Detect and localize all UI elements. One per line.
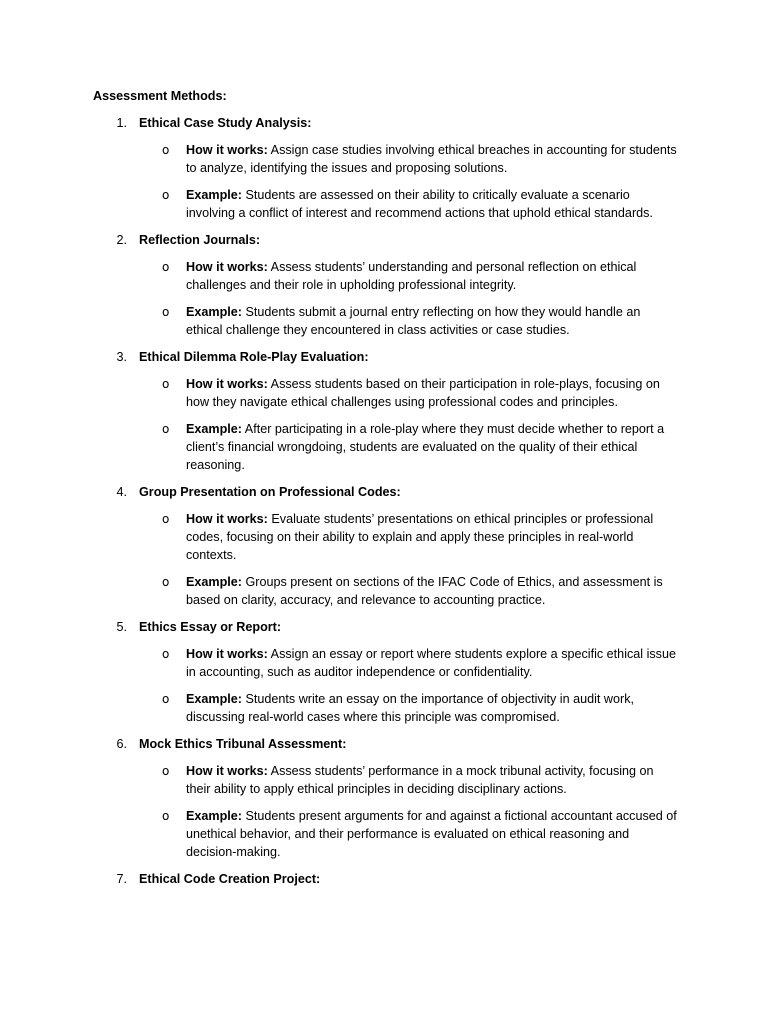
point-label: How it works: <box>186 143 268 157</box>
method-title-row <box>0 348 768 366</box>
bullet-marker: o <box>162 188 170 202</box>
point-label: How it works: <box>186 512 268 526</box>
point-body: Students submit a journal entry reflecting on how they would handle an ethical challenge they encountered in class activities or case studies. <box>186 305 641 337</box>
method-title: Ethical Dilemma Role-Play Evaluation: <box>139 350 369 364</box>
method-point <box>0 645 768 681</box>
method-item <box>0 618 768 726</box>
point-text <box>186 303 678 339</box>
method-title-row <box>0 231 768 249</box>
point-body: Students are assessed on their ability to critically evaluate a scenario involving a conflict of interest and recommend actions that uphold ethical standards. <box>186 188 653 220</box>
point-label: How it works: <box>186 764 268 778</box>
method-title-row <box>0 870 768 888</box>
assessment-methods-list <box>0 114 768 888</box>
method-item <box>0 348 768 474</box>
bullet-marker: o <box>162 260 170 274</box>
point-label: Example: <box>186 692 242 706</box>
method-title: Mock Ethics Tribunal Assessment: <box>139 737 347 751</box>
bullet-marker: o <box>162 422 170 436</box>
point-label: How it works: <box>186 647 268 661</box>
method-item <box>0 231 768 339</box>
point-text <box>186 186 678 222</box>
method-number: 7. <box>116 872 127 886</box>
point-body: Students present arguments for and against a fictional accountant accused of unethical behavior, and their performance is evaluated on ethical reasoning and decision-making. <box>186 809 677 859</box>
bullet-marker: o <box>162 809 170 823</box>
bullet-marker: o <box>162 692 170 706</box>
method-point <box>0 762 768 798</box>
point-text <box>186 375 678 411</box>
point-label: Example: <box>186 575 242 589</box>
method-item <box>0 483 768 609</box>
method-title: Group Presentation on Professional Codes: <box>139 485 401 499</box>
point-label: How it works: <box>186 377 268 391</box>
method-point <box>0 573 768 609</box>
point-body: Assign an essay or report where students explore a specific ethical issue in accounting, such as auditor independence or confidentiality. <box>186 647 676 679</box>
point-body: Assess students based on their participation in role-plays, focusing on how they navigate ethical challenges using professional codes and principles. <box>186 377 660 409</box>
point-body: After participating in a role-play where they must decide whether to report a client’s financial wrongdoing, students are evaluated on the quality of their ethical reasoning. <box>186 422 665 472</box>
method-point <box>0 186 768 222</box>
point-text <box>186 573 678 609</box>
method-title-row <box>0 114 768 132</box>
point-text <box>186 807 678 861</box>
method-point <box>0 303 768 339</box>
method-title-row <box>0 483 768 501</box>
point-body: Students write an essay on the importance of objectivity in audit work, discussing real-world cases where this principle was compromised. <box>186 692 635 724</box>
point-body: Assess students’ performance in a mock tribunal activity, focusing on their ability to apply ethical principles in deciding disciplinary actions. <box>186 764 654 796</box>
method-point <box>0 510 768 564</box>
point-body: Groups present on sections of the IFAC Code of Ethics, and assessment is based on clarity, accuracy, and relevance to accounting practice. <box>186 575 663 607</box>
method-point <box>0 420 768 474</box>
point-text <box>186 645 678 681</box>
bullet-marker: o <box>162 305 170 319</box>
point-label: How it works: <box>186 260 268 274</box>
point-body: Evaluate students’ presentations on ethical principles or professional codes, focusing on their ability to explain and apply these principles in real-world contexts. <box>186 512 654 562</box>
method-title: Ethics Essay or Report: <box>139 620 282 634</box>
method-number: 5. <box>116 620 127 634</box>
method-point <box>0 258 768 294</box>
point-text <box>186 762 678 798</box>
point-body: Assess students’ understanding and personal reflection on ethical challenges and their role in upholding professional integrity. <box>186 260 637 292</box>
method-number: 6. <box>116 737 127 751</box>
method-point <box>0 375 768 411</box>
method-number: 2. <box>116 233 127 247</box>
bullet-marker: o <box>162 143 170 157</box>
method-item <box>0 114 768 222</box>
method-point <box>0 807 768 861</box>
method-item <box>0 870 768 888</box>
method-title-row <box>0 735 768 753</box>
point-label: Example: <box>186 188 242 202</box>
method-title: Ethical Case Study Analysis: <box>139 116 312 130</box>
point-text <box>186 141 678 177</box>
method-title-row <box>0 618 768 636</box>
method-point <box>0 690 768 726</box>
point-body: Assign case studies involving ethical breaches in accounting for students to analyze, identifying the issues and proposing solutions. <box>186 143 677 175</box>
point-label: Example: <box>186 422 242 436</box>
point-text <box>186 420 678 474</box>
method-title: Ethical Code Creation Project: <box>139 872 321 886</box>
bullet-marker: o <box>162 575 170 589</box>
method-number: 1. <box>116 116 127 130</box>
point-text <box>186 510 678 564</box>
method-item <box>0 735 768 861</box>
point-label: Example: <box>186 305 242 319</box>
point-text <box>186 690 678 726</box>
bullet-marker: o <box>162 764 170 778</box>
section-heading: Assessment Methods: <box>93 89 227 103</box>
method-number: 4. <box>116 485 127 499</box>
method-title: Reflection Journals: <box>139 233 261 247</box>
point-text <box>186 258 678 294</box>
bullet-marker: o <box>162 377 170 391</box>
bullet-marker: o <box>162 512 170 526</box>
bullet-marker: o <box>162 647 170 661</box>
method-point <box>0 141 768 177</box>
method-number: 3. <box>116 350 127 364</box>
point-label: Example: <box>186 809 242 823</box>
